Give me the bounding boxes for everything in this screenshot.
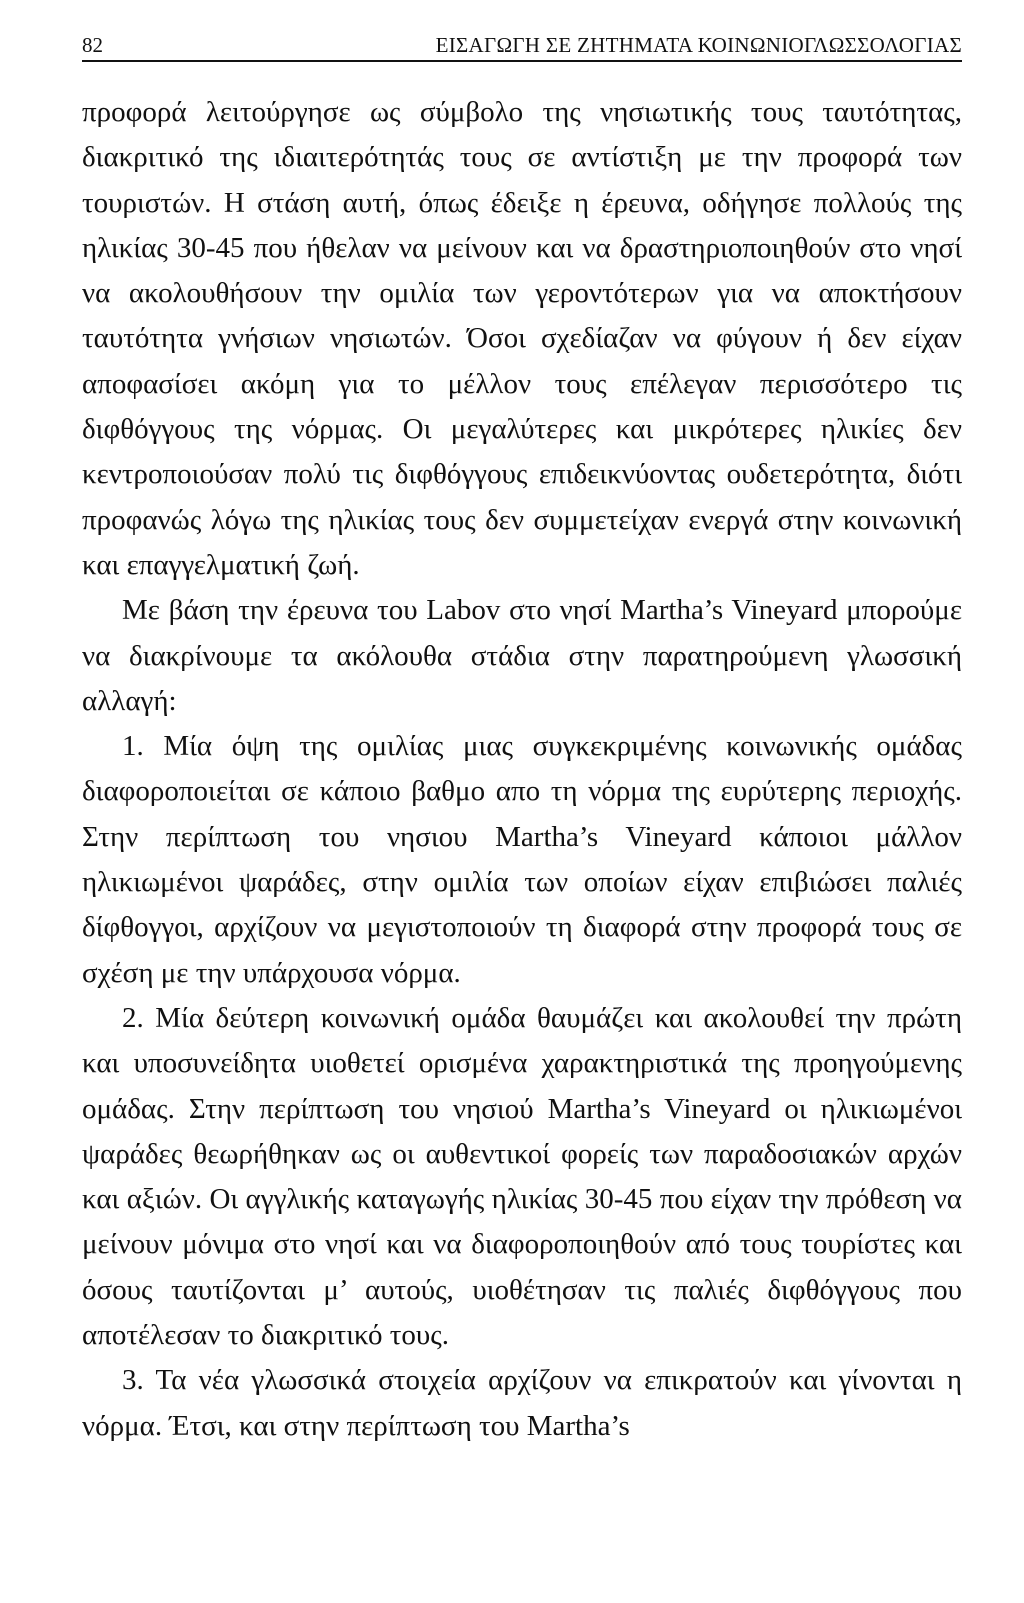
list-item: 1. Μία όψη της ομιλίας μιας συγκεκριμένης κοινωνικής ομάδας διαφοροποιείται σε κάποιο βαθμο απο τη νόρμα της ευρύτερης περιοχής. Στην περίπτωση του νησιου Martha’s Vineyard κάποιοι μάλλον ηλικιωμένοι ψαράδες, στην ομιλία των οποίων είχαν επιβιώσει παλιές δίφθογγοι, αρχίζουν να μεγιστοποιούν τη διαφορά στην προφορά τους σε σχέση με την υπάρχουσα νόρμα. <box>82 730 962 989</box>
page-number: 82 <box>82 33 103 57</box>
body-text <box>82 90 962 1449</box>
paragraph: προφορά λειτούργησε ως σύμβολο της νησιωτικής τους ταυτότητας, διακριτικό της ιδιαιτερότητάς τους σε αντίστιξη με την προφορά των τουριστών. Η στάση αυτή, όπως έδειξε η έρευνα, οδήγησε πολλούς της ηλικίας 30-45 που ήθελαν να μείνουν και να δραστηριοποιηθούν στο νησί να ακολουθήσουν την ομιλία των γεροντότερων για να αποκτήσουν ταυτότητα γνήσιων νησιωτών. Όσοι σχεδίαζαν να φύγουν ή δεν είχαν αποφασίσει ακόμη για το μέλλον τους επέλεγαν περισσότερο τις διφθόγγους της νόρμας. Οι μεγαλύτερες και μικρότερες ηλικίες δεν κεντροποιούσαν πολύ τις διφθόγγους επιδεικνύοντας ουδετερότητα, διότι προφανώς λόγω της ηλικίας τους δεν συμμετείχαν ενεργά στην κοινωνική και επαγγελματική ζωή. <box>82 96 962 581</box>
paragraph: Με βάση την έρευνα του Labov στο νησί Martha’s Vineyard μπορούμε να διακρίνουμε τα ακόλουθα στάδια στην παρατηρούμενη γλωσσική αλλαγή: <box>82 594 962 717</box>
list-item: 3. Τα νέα γλωσσικά στοιχεία αρχίζουν να επικρατούν και γίνονται η νόρμα. Έτσι, και στην περίπτωση του Martha’s <box>82 1364 962 1442</box>
page-header <box>82 32 962 62</box>
list-item: 2. Μία δεύτερη κοινωνική ομάδα θαυμάζει και ακολουθεί την πρώτη και υποσυνείδητα υιοθετεί ορισμένα χαρακτηριστικά της προηγούμενης ομάδας. Στην περίπτωση του νησιού Martha’s Vineyard οι ηλικιωμένοι ψαράδες θεωρήθηκαν ως οι αυθεντικοί φορείς των παραδοσιακών αρχών και αξιών. Οι αγγλικής καταγωγής ηλικίας 30-45 που είχαν την πρόθεση να μείνουν μόνιμα στο νησί και να διαφοροποιηθούν από τους τουρίστες και όσους ταυτίζονται μ’ αυτούς, υιοθέτησαν τις παλιές διφθόγγους που αποτέλεσαν το διακριτικό τους. <box>82 1001 962 1352</box>
running-head: ΕΙΣΑΓΩΓΗ ΣΕ ΖΗΤΗΜΑΤΑ ΚΟΙΝΩΝΙΟΓΛΩΣΣΟΛΟΓΙΑΣ <box>435 33 962 57</box>
